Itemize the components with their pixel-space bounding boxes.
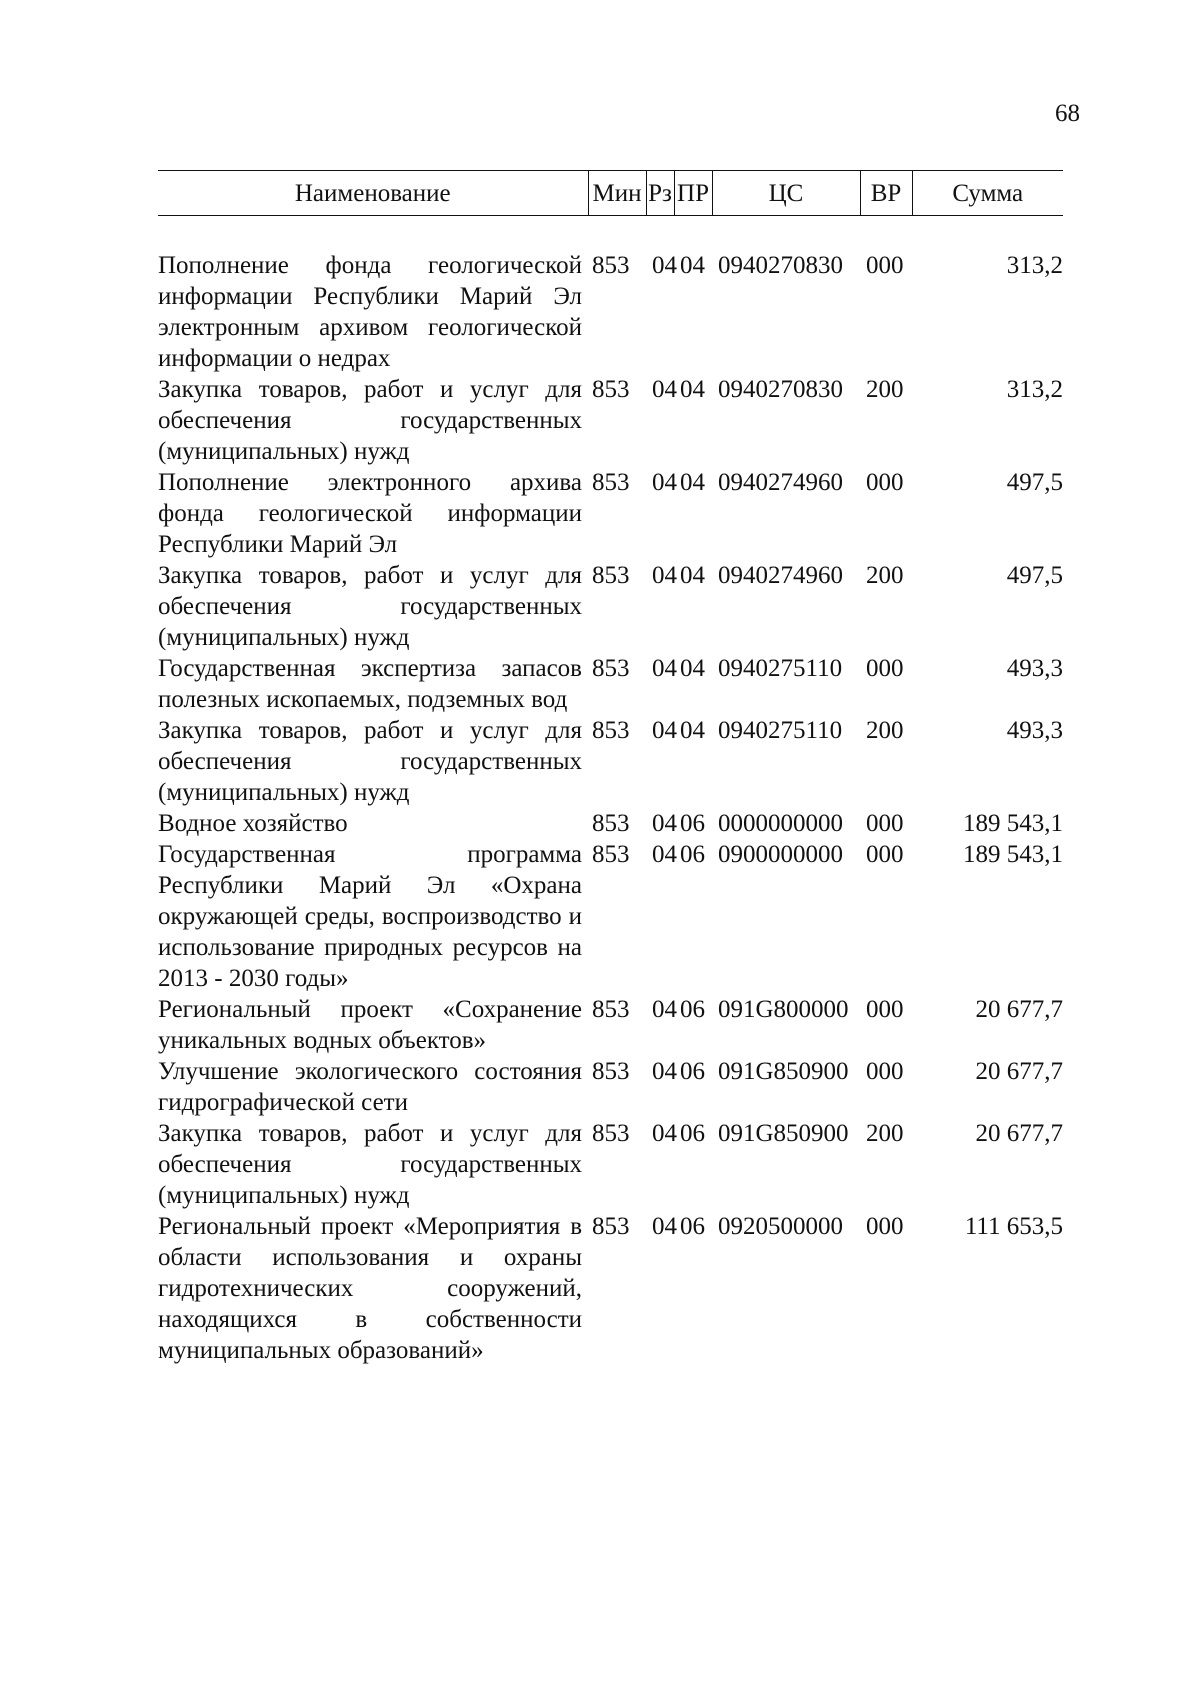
row-pr: 04 — [680, 655, 705, 682]
row-rz: 04 — [652, 996, 677, 1023]
row-min: 853 — [592, 841, 630, 868]
header-min: Мин — [588, 171, 646, 216]
row-vr: 200 — [866, 376, 904, 403]
row-pr: 06 — [680, 841, 705, 868]
header-rz: Рз — [646, 171, 674, 216]
row-pr: 06 — [680, 810, 705, 837]
row-rz: 04 — [652, 810, 677, 837]
row-vr: 000 — [866, 1058, 904, 1085]
row-rz: 04 — [652, 655, 677, 682]
header-pr: ПР — [674, 171, 712, 216]
table-row — [158, 467, 1063, 560]
row-min: 853 — [592, 1058, 630, 1085]
table-header — [158, 171, 1063, 216]
table-row — [158, 653, 1063, 715]
row-vr: 000 — [866, 1213, 904, 1240]
header-vr: ВР — [860, 171, 912, 216]
row-sum: 493,3 — [1006, 655, 1063, 682]
row-min: 853 — [592, 996, 630, 1023]
row-name: Закупка товаров, работ и услуг для обеспечения государственных (муниципальных) нужд — [158, 562, 582, 651]
row-cs: 091G800000 — [718, 996, 849, 1023]
row-cs: 091G850900 — [718, 1058, 849, 1085]
row-vr: 000 — [866, 252, 904, 279]
row-pr: 04 — [680, 252, 705, 279]
row-rz: 04 — [652, 841, 677, 868]
row-vr: 000 — [866, 469, 904, 496]
row-min: 853 — [592, 810, 630, 837]
header-name: Наименование — [158, 171, 588, 216]
row-rz: 04 — [652, 469, 677, 496]
row-vr: 000 — [866, 996, 904, 1023]
row-rz: 04 — [652, 1120, 677, 1147]
row-vr: 200 — [866, 717, 904, 744]
row-name: Закупка товаров, работ и услуг для обеспечения государственных (муниципальных) нужд — [158, 717, 582, 806]
table-row — [158, 839, 1063, 994]
row-rz: 04 — [652, 376, 677, 403]
row-cs: 0940275110 — [718, 655, 843, 682]
row-vr: 200 — [866, 562, 904, 589]
row-pr: 06 — [680, 1120, 705, 1147]
row-sum: 313,2 — [1006, 376, 1063, 403]
row-vr: 000 — [866, 655, 904, 682]
row-name: Улучшение экологического состояния гидрографической сети — [158, 1058, 582, 1116]
row-min: 853 — [592, 717, 630, 744]
header-sum: Сумма — [912, 171, 1063, 216]
row-sum: 493,3 — [1006, 717, 1063, 744]
row-sum: 313,2 — [1006, 252, 1063, 279]
table-row — [158, 560, 1063, 653]
row-min: 853 — [592, 376, 630, 403]
row-cs: 0940275110 — [718, 717, 843, 744]
table-row — [158, 374, 1063, 467]
table-body — [158, 216, 1063, 1367]
row-sum: 497,5 — [1006, 469, 1063, 496]
row-cs: 0940270830 — [718, 252, 843, 279]
row-name: Региональный проект «Сохранение уникальных водных объектов» — [158, 996, 582, 1054]
row-rz: 04 — [652, 1058, 677, 1085]
row-cs: 0940274960 — [718, 469, 843, 496]
table-row — [158, 715, 1063, 808]
row-cs: 0900000000 — [718, 841, 843, 868]
row-vr: 000 — [866, 810, 904, 837]
row-pr: 04 — [680, 376, 705, 403]
row-rz: 04 — [652, 562, 677, 589]
row-name: Пополнение электронного архива фонда геологической информации Республики Марий Эл — [158, 469, 582, 558]
row-min: 853 — [592, 469, 630, 496]
row-pr: 06 — [680, 1058, 705, 1085]
row-name: Водное хозяйство — [158, 810, 348, 837]
row-cs: 0920500000 — [718, 1213, 843, 1240]
page-number: 68 — [1055, 100, 1080, 127]
budget-table — [158, 170, 1063, 1366]
row-sum: 20 677,7 — [975, 1120, 1063, 1147]
row-rz: 04 — [652, 1213, 677, 1240]
row-cs: 091G850900 — [718, 1120, 849, 1147]
table-row — [158, 1211, 1063, 1366]
row-pr: 06 — [680, 996, 705, 1023]
row-name: Государственная программа Республики Марий Эл «Охрана окружающей среды, воспроизводство и использование природных ресурсов на 2013 - 2030 годы» — [158, 841, 582, 992]
row-min: 853 — [592, 655, 630, 682]
row-rz: 04 — [652, 717, 677, 744]
row-sum: 20 677,7 — [975, 1058, 1063, 1085]
row-pr: 04 — [680, 562, 705, 589]
row-sum: 111 653,5 — [964, 1213, 1063, 1240]
table-row — [158, 250, 1063, 374]
budget-table-container — [158, 170, 1063, 1366]
row-name: Государственная экспертиза запасов полезных ископаемых, подземных вод — [158, 655, 582, 713]
row-vr: 000 — [866, 841, 904, 868]
row-sum: 20 677,7 — [975, 996, 1063, 1023]
row-pr: 06 — [680, 1213, 705, 1240]
row-name: Региональный проект «Мероприятия в области использования и охраны гидротехнических сооружений, находящихся в собственности муниципальных образований» — [158, 1213, 582, 1364]
row-name: Закупка товаров, работ и услуг для обеспечения государственных (муниципальных) нужд — [158, 376, 582, 465]
row-sum: 497,5 — [1006, 562, 1063, 589]
table-row — [158, 1056, 1063, 1118]
row-min: 853 — [592, 252, 630, 279]
row-pr: 04 — [680, 717, 705, 744]
row-cs: 0000000000 — [718, 810, 843, 837]
row-name: Закупка товаров, работ и услуг для обеспечения государственных (муниципальных) нужд — [158, 1120, 582, 1209]
table-row — [158, 1118, 1063, 1211]
header-cs: ЦС — [712, 171, 860, 216]
row-cs: 0940274960 — [718, 562, 843, 589]
row-pr: 04 — [680, 469, 705, 496]
row-sum: 189 543,1 — [963, 810, 1063, 837]
row-cs: 0940270830 — [718, 376, 843, 403]
row-min: 853 — [592, 1213, 630, 1240]
row-min: 853 — [592, 562, 630, 589]
row-sum: 189 543,1 — [963, 841, 1063, 868]
row-name: Пополнение фонда геологической информации Республики Марий Эл электронным архивом геологической информации о недрах — [158, 252, 582, 372]
table-row — [158, 994, 1063, 1056]
row-min: 853 — [592, 1120, 630, 1147]
row-rz: 04 — [652, 252, 677, 279]
row-vr: 200 — [866, 1120, 904, 1147]
table-row — [158, 808, 1063, 839]
